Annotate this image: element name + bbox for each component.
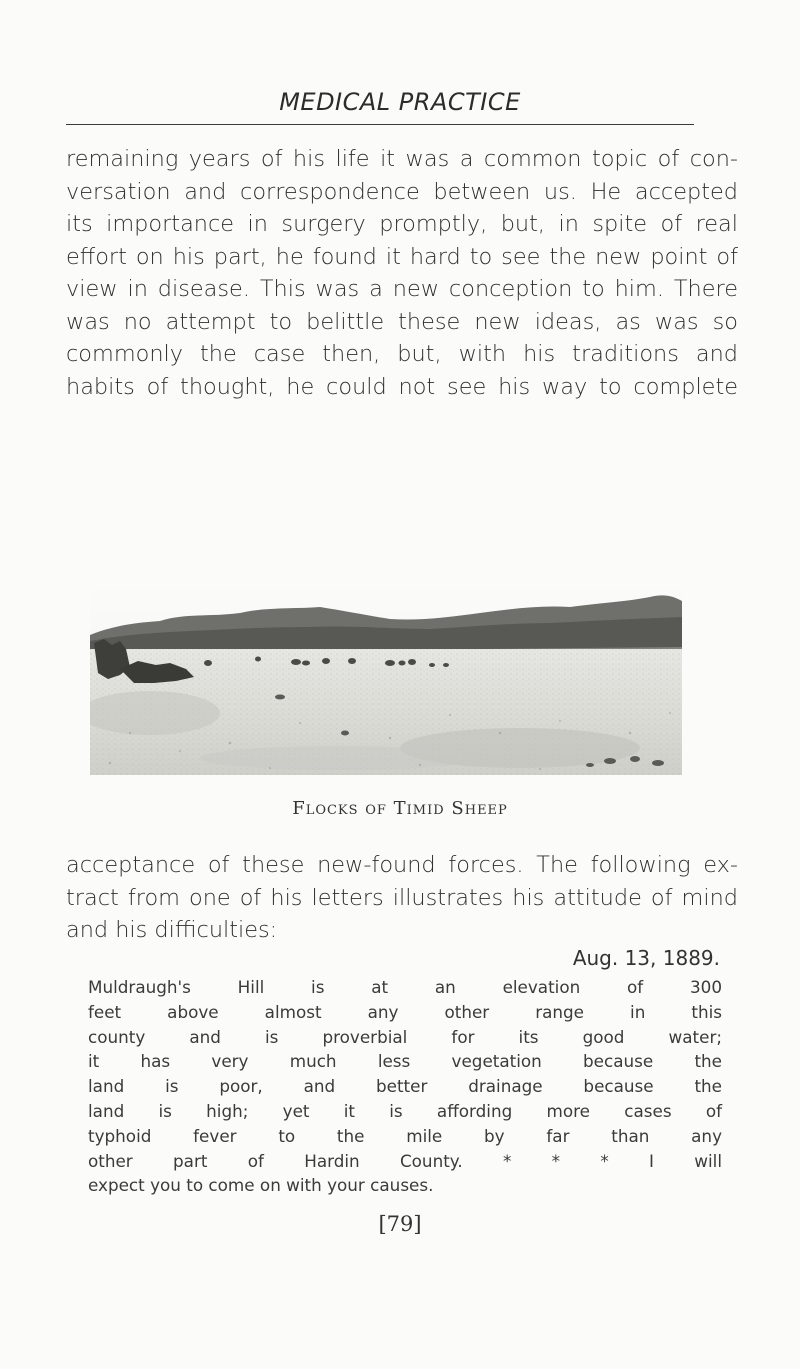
letter-line: other part of Hardin County. * * * I will bbox=[88, 1150, 722, 1171]
text-line: remaining years of his life it was a common topic of con- bbox=[66, 146, 738, 172]
text-line: tract from one of his letters illustrates his attitude of mind bbox=[66, 884, 738, 911]
running-head: MEDICAL PRACTICE bbox=[279, 88, 521, 116]
letter-line: it has very much less vegetation because the bbox=[88, 1051, 722, 1072]
figure-caption: Flocks of Timid Sheep bbox=[292, 798, 508, 819]
letter-line: Muldraugh's Hill is at an elevation of 300 bbox=[88, 977, 722, 997]
letter-extract bbox=[88, 975, 722, 1198]
head-rule bbox=[66, 124, 694, 125]
text-line: view in disease. This was a new conception to him. There bbox=[66, 276, 738, 302]
letter-date: Aug. 13, 1889. bbox=[572, 946, 720, 970]
letter-line: feet above almost any other range in this bbox=[88, 1001, 722, 1022]
text-line: commonly the case then, but, with his traditions and bbox=[66, 341, 738, 367]
letter-line: expect you to come on with your causes. bbox=[88, 1175, 434, 1196]
paragraph-bottom bbox=[66, 849, 738, 947]
letter-line: land is poor, and better drainage because the bbox=[88, 1076, 722, 1097]
text-line: and his difficulties: bbox=[66, 917, 278, 943]
letter-line: typhoid fever to the mile by far than any bbox=[88, 1125, 722, 1146]
text-line: was no attempt to belittle these new ideas, as was so bbox=[66, 308, 738, 335]
text-line: acceptance of these new-found forces. The following ex- bbox=[66, 852, 738, 878]
sheep-photograph bbox=[90, 583, 682, 775]
letter-line: county and is proverbial for its good water; bbox=[88, 1026, 722, 1047]
letter-line: land is high; yet it is affording more cases of bbox=[88, 1100, 722, 1121]
text-line: versation and correspondence between us. He accepted bbox=[66, 178, 738, 205]
paragraph-top bbox=[66, 143, 738, 403]
page-number: [79] bbox=[378, 1212, 422, 1236]
text-line: effort on his part, he found it hard to see the new point of bbox=[66, 243, 738, 270]
text-line: habits of thought, he could not see his way to complete bbox=[66, 373, 738, 400]
text-line: its importance in surgery promptly, but, in spite of real bbox=[66, 211, 738, 237]
